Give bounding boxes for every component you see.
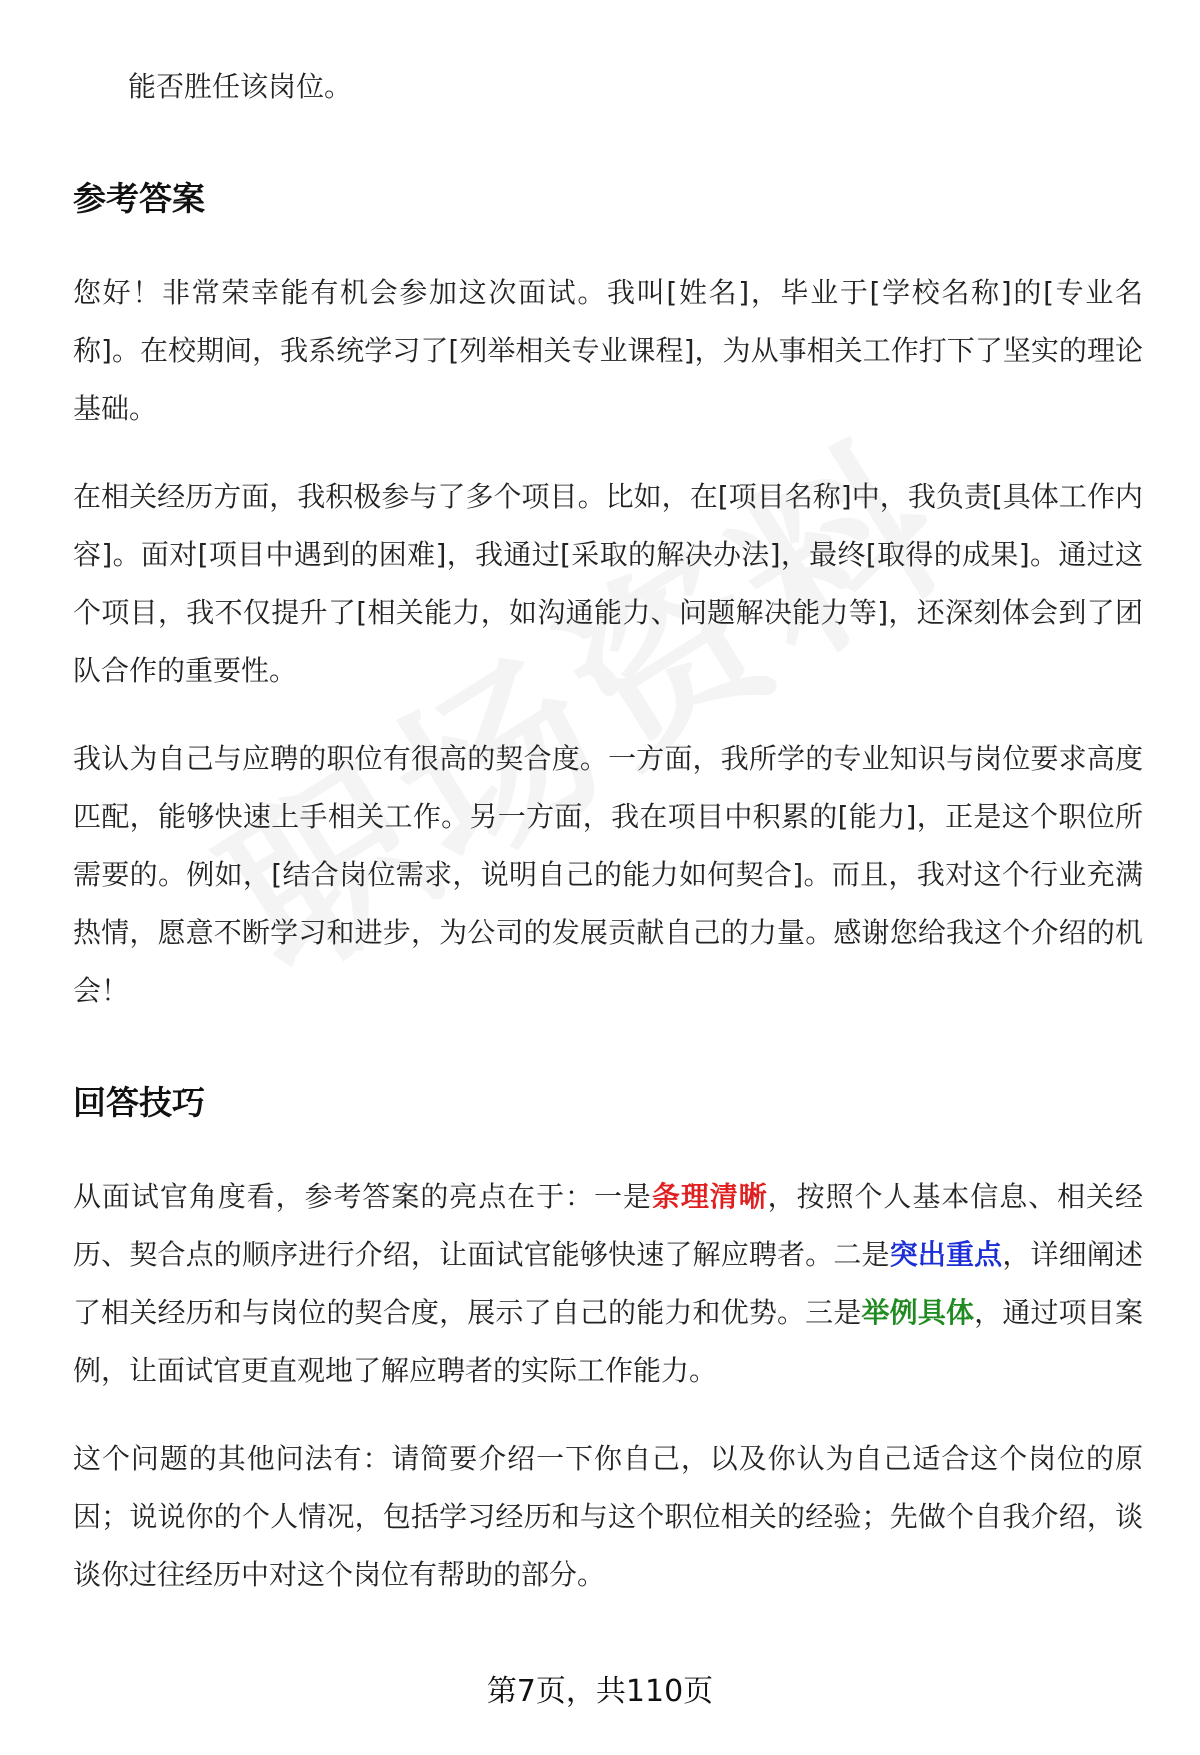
tips-text-2: ，按照个人基本信息、相关经历、契合点的顺序进行介绍，让面试官能够快速了解应聘者。二是	[73, 1180, 1143, 1271]
page-content	[73, 58, 1143, 1634]
tips-text-4: ，通过项目案例，让面试官更直观地了解应聘者的实际工作能力。	[73, 1296, 1143, 1387]
section-title-reference-answer: 参考答案	[73, 179, 205, 218]
continued-line: 能否胜任该岗位。	[128, 70, 353, 103]
answer-paragraph-2: 在相关经历方面，我积极参与了多个项目。比如，在[项目名称]中，我负责[具体工作内容]。面对[项目中遇到的困难]，我通过[采取的解决办法]，最终[取得的成果]。通过这个项目，我不仅提升了[相关能力，如沟通能力、问题解决能力等]，还深刻体会到了团队合作的重要性。	[73, 480, 1143, 687]
section-title-answer-tips: 回答技巧	[73, 1083, 205, 1122]
answer-paragraph-3: 我认为自己与应聘的职位有很高的契合度。一方面，我所学的专业知识与岗位要求高度匹配，能够快速上手相关工作。另一方面，我在项目中积累的[能力]，正是这个职位所需要的。例如，[结合岗位需求，说明自己的能力如何契合]。而且，我对这个行业充满热情，愿意不断学习和进步，为公司的发展贡献自己的力量。感谢您给我这个介绍的机会！	[73, 742, 1143, 1007]
highlight-concrete-examples: 举例具体	[861, 1296, 975, 1329]
tips-text-1: 从面试官角度看，参考答案的亮点在于：一是	[73, 1180, 652, 1213]
page-number-footer: 第7页，共110页	[486, 1674, 714, 1709]
answer-paragraph-1: 您好！非常荣幸能有机会参加这次面试。我叫[姓名]，毕业于[学校名称]的[专业名称]。在校期间，我系统学习了[列举相关专业课程]，为从事相关工作打下了坚实的理论基础。	[73, 276, 1143, 425]
highlight-key-points: 突出重点	[889, 1238, 1003, 1271]
tips-paragraph-1	[73, 1168, 1143, 1400]
tips-text-3: ，详细阐述了相关经历和与岗位的契合度，展示了自己的能力和优势。三是	[73, 1238, 1143, 1329]
highlight-clear-structure: 条理清晰	[651, 1180, 768, 1213]
tips-paragraph-2: 这个问题的其他问法有：请简要介绍一下你自己，以及你认为自己适合这个岗位的原因；说说你的个人情况，包括学习经历和与这个职位相关的经验；先做个自我介绍，谈谈你过往经历中对这个岗位有帮助的部分。	[73, 1442, 1143, 1591]
